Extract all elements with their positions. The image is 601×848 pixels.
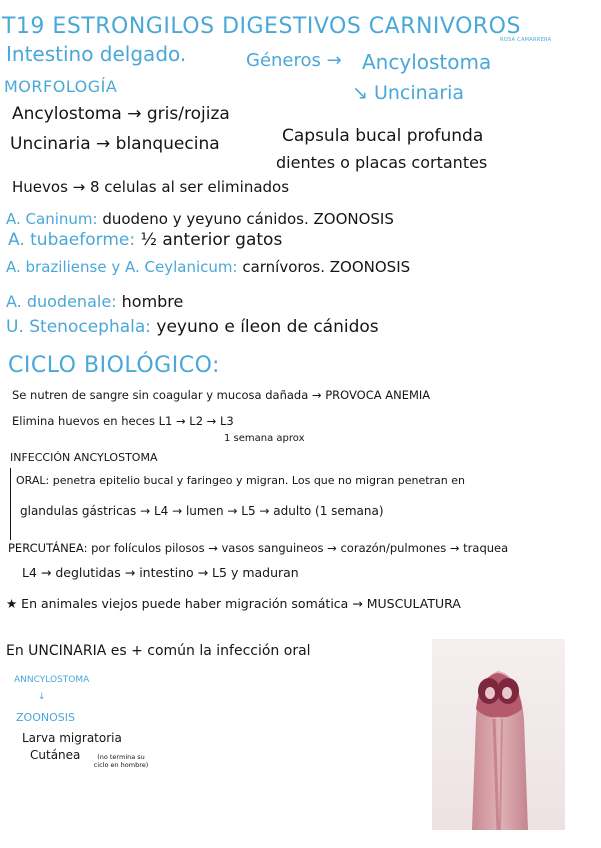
species-line: [6, 260, 410, 275]
note-larva: Larva migratoria: [22, 731, 122, 745]
species-line: [6, 319, 379, 336]
note-cutanea: Cutánea: [30, 748, 81, 762]
percutanea-route-line: PERCUTÁNEA: por folículos pilosos → vasos sanguineos → corazón/pulmones → traquea: [8, 541, 509, 555]
location-heading: Intestino delgado.: [6, 42, 187, 66]
species-line: [8, 232, 282, 249]
genus-uncinaria: ↘ Uncinaria: [352, 82, 465, 104]
species-line: [6, 212, 394, 227]
eliminacion-note: Elimina huevos en heces L1 → L2 → L3: [12, 414, 234, 428]
species-line: [6, 294, 183, 310]
oral-route-line: ORAL: penetra epitelio bucal y faringeo y migran. Los que no migran penetran en: [16, 474, 465, 487]
nutricion-note: Se nutren de sangre sin coagular y mucosa dañada → PROVOCA ANEMIA: [12, 388, 431, 402]
dientes-note: dientes o placas cortantes: [276, 153, 488, 172]
specimen-photo: [432, 639, 565, 830]
infeccion-heading: INFECCIÓN ANCYLOSTOMA: [10, 451, 158, 464]
species-name: U. Stenocephala:: [6, 317, 151, 337]
uncinaria-infeccion-note: En UNCINARIA es + común la infección oral: [6, 643, 311, 659]
species-text: yeyuno e íleon de cánidos: [151, 317, 379, 337]
species-text: hombre: [116, 292, 184, 311]
generos-label: Géneros →: [246, 50, 342, 71]
species-name: A. braziliense y A. Ceylanicum:: [6, 258, 238, 276]
ancylostoma-color-note: Ancylostoma → gris/rojiza: [12, 104, 230, 124]
author-name: ROSA CAMARRERA: [500, 37, 552, 43]
species-name: A. tubaeforme:: [8, 230, 136, 250]
capsula-note: Capsula bucal profunda: [282, 126, 484, 146]
huevos-note: Huevos → 8 celulas al ser eliminados: [12, 178, 290, 196]
semana-note: 1 semana aprox: [224, 433, 305, 444]
note-arrow: ↓: [38, 692, 46, 702]
species-name: A. Caninum:: [6, 210, 98, 228]
ciclo-heading: CICLO BIOLÓGICO:: [8, 353, 220, 378]
morfologia-heading: MORFOLOGÍA: [4, 77, 118, 96]
percutanea-route-line: L4 → deglutidas → intestino → L5 y maduran: [22, 565, 299, 580]
note-ancylostoma: ANNCYLOSTOMA: [14, 675, 90, 685]
genus-ancylostoma: Ancylostoma: [362, 50, 492, 74]
species-name: A. duodenale:: [6, 292, 117, 311]
oral-route-line: glandulas gástricas → L4 → lumen → L5 → adulto (1 semana): [20, 504, 384, 518]
species-text: ½ anterior gatos: [135, 230, 283, 250]
page-title: T19 ESTRONGILOS DIGESTIVOS CARNIVOROS: [2, 14, 521, 39]
species-text: carnívoros. ZOONOSIS: [237, 258, 411, 276]
migracion-somatica-note: ★ En animales viejos puede haber migración somática → MUSCULATURA: [6, 596, 461, 611]
uncinaria-color-note: Uncinaria → blanquecina: [10, 134, 220, 154]
note-ciclo: (no termina su ciclo en hombre): [93, 753, 149, 769]
ancylostoma-head-image: [432, 639, 565, 830]
species-text: duodeno y yeyuno cánidos. ZOONOSIS: [97, 210, 394, 228]
note-zoonosis: ZOONOSIS: [16, 711, 75, 724]
